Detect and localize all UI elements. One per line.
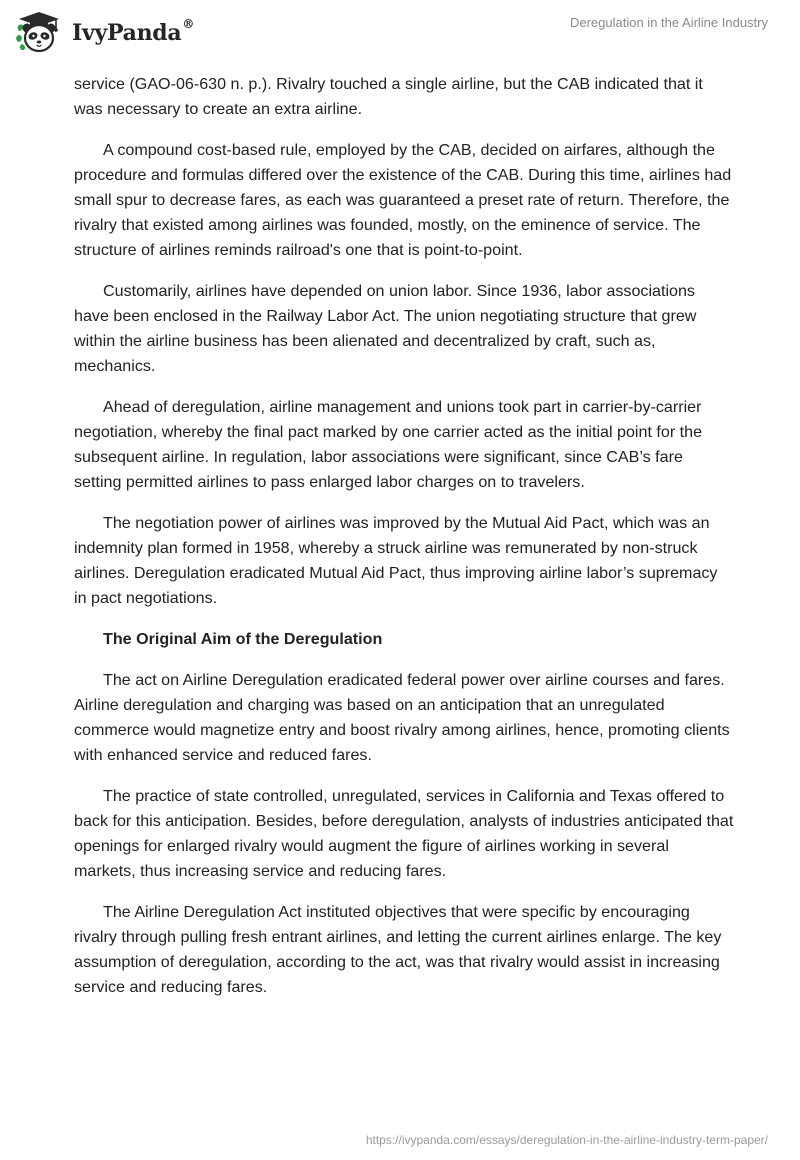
registered-mark: ® <box>182 17 195 31</box>
paragraph: The Airline Deregulation Act instituted objectives that were specific by encouraging rivalry through pulling fresh entrant airlines, and letting the current airlines enlarge. The key assumption of deregulation, according to the act, was that rivalry would assist in increasing service and reducing fares. <box>74 903 722 996</box>
paragraph: The act on Airline Deregulation eradicated federal power over airline courses and fares. Airline deregulation and charging was based on an anticipation that an unregulated commerce would magnetize entry and boost rivalry among airlines, hence, promoting clients with enhanced service and reduced fares. <box>74 671 730 764</box>
logo-wordmark <box>72 17 195 46</box>
document-title: Deregulation in the Airline Industry <box>569 15 768 30</box>
paragraph: A compound cost-based rule, employed by the CAB, decided on airfares, although the procedure and formulas differed over the existence of the CAB. During this time, airlines had small spur to decrease fares, as each was guaranteed a preset rate of return. Therefore, the rivalry that existed among airlines was founded, mostly, on the eminence of service. The structure of airlines reminds railroad's one that is point-to-point. <box>74 141 732 259</box>
paragraph: Customarily, airlines have depended on union labor. Since 1936, labor associations have been enclosed in the Railway Labor Act. The union negotiating structure that grew within the airline business has been alienated and decentralized by craft, such as, mechanics. <box>74 282 697 375</box>
section-heading: The Original Aim of the Deregulation <box>103 630 383 648</box>
panda-graduate-icon <box>14 9 64 55</box>
paragraph: service (GAO-06-630 n. p.). Rivalry touched a single airline, but the CAB indicated that it was necessary to create an extra airline. <box>74 75 703 118</box>
page-header <box>0 0 800 64</box>
paragraph: The practice of state controlled, unregulated, services in California and Texas offered to back for this anticipation. Besides, before deregulation, analysts of industries anticipated that openings for enlarged rivalry would augment the figure of airlines working in several markets, thus increasing service and reducing fares. <box>74 787 734 880</box>
brand-name: IvyPanda <box>72 20 182 46</box>
essay-body <box>74 72 734 1016</box>
ivypanda-logo[interactable] <box>14 8 194 56</box>
paragraph: Ahead of deregulation, airline management and unions took part in carrier-by-carrier negotiation, whereby the final pact marked by one carrier acted as the initial point for the subsequent airline. In regulation, labor associations were significant, since CAB’s fare setting permitted airlines to pass enlarged labor charges on to travelers. <box>74 398 703 491</box>
source-url[interactable]: https://ivypanda.com/essays/deregulation-in-the-airline-industry-term-paper/ <box>365 1133 768 1147</box>
paragraph: The negotiation power of airlines was improved by the Mutual Aid Pact, which was an indemnity plan formed in 1958, whereby a struck airline was remunerated by non-struck airlines. Deregulation eradicated Mutual Aid Pact, thus improving airline labor’s supremacy in pact negotiations. <box>74 514 718 607</box>
